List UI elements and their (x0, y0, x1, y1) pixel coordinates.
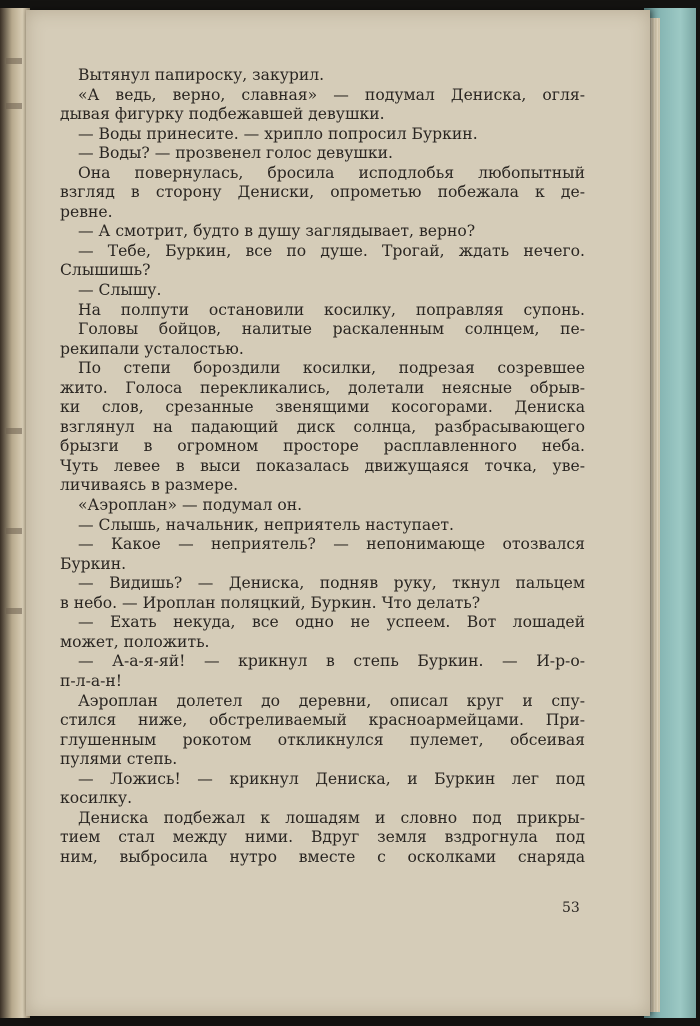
adjacent-page-text-fragment (6, 528, 22, 534)
text-line: — А-а-я-яй! — крикнул в степь Буркин. — И-р-о- (78, 652, 585, 671)
text-line: — Ложись! — крикнул Дениска, и Буркин лег под (78, 769, 585, 788)
adjacent-page-text-fragment (6, 428, 22, 434)
text-line: — Слышу. (78, 281, 162, 300)
text-line: Аэроплан долетел до деревни, описал круг и спу- (78, 691, 585, 710)
text-line: На полпути остановили косилку, поправляя супонь. (78, 300, 585, 319)
text-line: Головы бойцов, налитые раскаленным солнцем, пе- (78, 320, 585, 339)
text-line: п-л-а-н! (60, 671, 123, 690)
text-line: взглянул на падающий диск солнца, разбрасывающего (60, 417, 585, 436)
text-line: «Аэроплан» — подумал он. (78, 496, 303, 515)
text-line: ревне. (60, 202, 113, 221)
adjacent-page-text-fragment (6, 58, 22, 64)
adjacent-page-text-fragment (6, 103, 22, 109)
text-line: дывая фигурку подбежавшей девушки. (60, 105, 385, 124)
text-line: ним, выбросила нутро вместе с осколками снаряда (60, 847, 585, 866)
text-line: взгляд в сторону Дениски, опрометью побежала к де- (60, 183, 585, 202)
text-line: тием стал между ними. Вдруг земля вздрогнула под (60, 828, 585, 847)
text-line: брызги в огромном просторе расплавленного неба. (60, 437, 585, 456)
text-line: Она повернулась, бросила исподлобья любопытный (78, 163, 585, 182)
text-line: Вытянул папироску, закурил. (78, 66, 325, 84)
text-line: косилку. (60, 789, 133, 808)
text-line: в небо. — Ироплан поляцкий, Буркин. Что делать? (60, 593, 481, 612)
text-line: личиваясь в размере. (60, 476, 239, 495)
text-line: — Воды? — прозвенел голос девушки. (78, 144, 393, 163)
text-line: ки слов, срезанные звенящими косогорами. Дениска (60, 398, 585, 417)
text-line: — Видишь? — Дениска, подняв руку, ткнул пальцем (78, 574, 585, 593)
text-line: может, положить. (60, 632, 210, 651)
text-line: Слышишь? (60, 261, 151, 280)
text-line: стился ниже, обстреливаемый красноармейцами. При- (60, 711, 585, 730)
adjacent-page-text-fragment (6, 608, 22, 614)
page-body-text (60, 66, 585, 867)
text-line: Чуть левее в выси показалась движущаяся точка, уве- (60, 456, 585, 475)
text-line: По степи бороздили косилки, подрезая созревшее (78, 359, 585, 378)
text-line: глушенным рокотом откликнулся пулемет, обсеивая (60, 730, 585, 749)
text-line: — Слышь, начальник, неприятель наступает. (78, 515, 455, 534)
text-line: — Ехать некуда, все одно не успеем. Вот лошадей (78, 613, 585, 632)
text-line: — Тебе, Буркин, все по душе. Трогай, ждать нечего. (78, 241, 585, 260)
text-line: Буркин. (60, 554, 127, 573)
text-line: жито. Голоса перекликались, долетали неясные обрыв- (60, 378, 585, 397)
text-line: «А ведь, верно, славная» — подумал Дениска, огля- (78, 85, 585, 104)
text-line: — А смотрит, будто в душу заглядывает, верно? (78, 222, 476, 241)
text-line: Дениска подбежал к лошадям и словно под прикры- (78, 808, 585, 827)
page-number: 53 (562, 900, 580, 916)
text-line: — Какое — неприятель? — непонимающе отозвался (78, 535, 585, 554)
text-line: пулями степь. (60, 750, 178, 769)
text-line: — Воды принесите. — хрипло попросил Буркин. (78, 124, 478, 143)
text-line: рекипали усталостью. (60, 339, 244, 358)
